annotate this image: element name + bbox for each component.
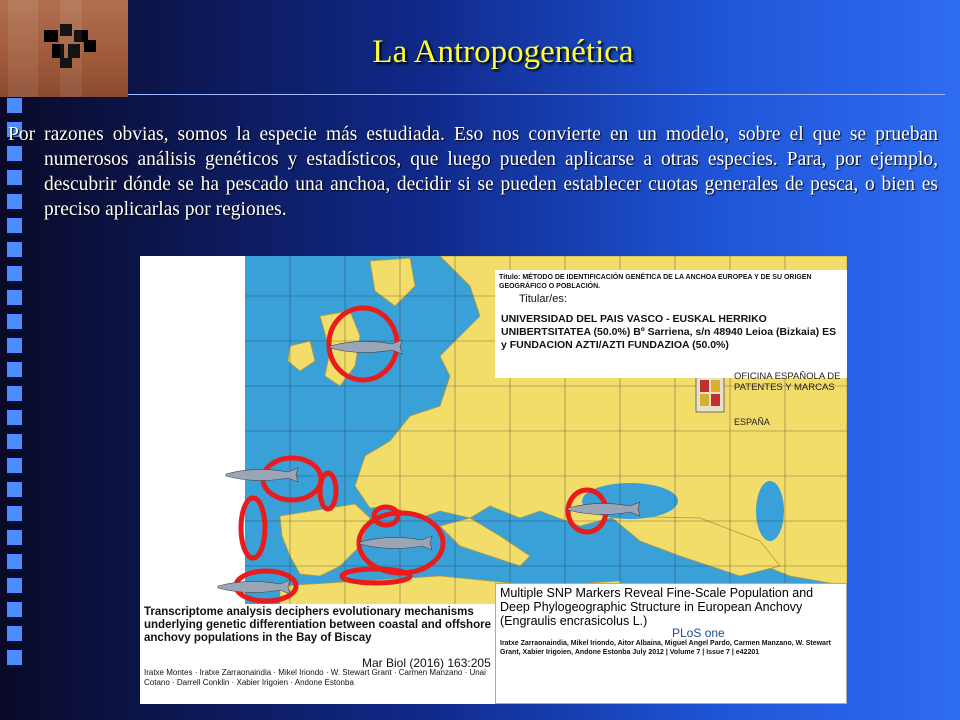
strip-square: [7, 266, 22, 281]
strip-square: [7, 362, 22, 377]
strip-square: [7, 482, 22, 497]
patent-title: Título: MÉTODO DE IDENTIFICACIÓN GENÉTICA DE LA ANCHOA EUROPEA Y DE SU ORIGEN GEOGRÁFICO O POBLACIÓN.: [499, 274, 812, 290]
strip-square: [7, 410, 22, 425]
paper-marbiol-authors: Iratxe Montes · Iratxe Zarraonaindia · Mikel Iriondo · W. Stewart Grant · Carmen Manzano · Unai Cotano · Darrell Conklin · Xabier Irigoien · Andone Estonba: [144, 668, 486, 687]
strip-square: [7, 530, 22, 545]
patent-holder-label: Titular/es:: [519, 293, 567, 305]
body-paragraph: Por razones obvias, somos la especie más estudiada. Eso nos convierte en un modelo, sobre el que se prueban numerosos análisis genéticos y estadísticos, que luego pueden aplicarse a otras especies. Para, por ejemplo, descubrir dónde se ha pescado una anchoa, decidir si se pueden establecer cuotas generales de pesca, o bien es preciso aplicarlas por regiones.: [8, 124, 938, 220]
strip-square: [7, 602, 22, 617]
strip-square: [7, 554, 22, 569]
title-divider: [128, 94, 945, 95]
strip-square: [7, 338, 22, 353]
strip-square: [7, 314, 22, 329]
paper-marbiol-title: Transcriptome analysis deciphers evolutionary mechanisms underlying genetic differentiation between coastal and offshore anchovy populations in the Bay of Biscay: [144, 606, 491, 644]
patent-holders: UNIVERSIDAD DEL PAIS VASCO - EUSKAL HERRIKO UNIBERTSITATEA (50.0%) Bº Sarriena, s/n 48940 Leioa (Bizkaia) ES y FUNDACION AZTI/AZTI FUNDAZIOA (50.0%): [501, 313, 837, 351]
paper-plosone: [495, 583, 847, 704]
anchovy-map-figure: [140, 256, 847, 704]
strip-square: [7, 386, 22, 401]
strip-square: [7, 242, 22, 257]
strip-square: [7, 578, 22, 593]
strip-square: [7, 506, 22, 521]
paper-plosone-authors: Iratxe Zarraonaindia, Mikel Iriondo, Aitor Albaina, Miguel Angel Pardo, Carmen Manzano, W. Stewart Grant, Xabier Irigoien, Andone Estonba July 2012 | Volume 7 | Issue 7 | e42201: [500, 640, 831, 656]
paper-marbiol-journal: Mar Biol (2016) 163:205: [362, 656, 491, 670]
paper-marbiol: [140, 604, 498, 704]
strip-square: [7, 626, 22, 641]
paper-plosone-title: Multiple SNP Markers Reveal Fine-Scale Population and Deep Phylogeographic Structure in European Anchovy (Engraulis encrasicolus L.): [500, 586, 814, 628]
patent-office: OFICINA ESPAÑOLA DE PATENTES Y MARCAS: [734, 371, 841, 393]
strip-square: [7, 98, 22, 113]
strip-square: [7, 290, 22, 305]
patent-box: [495, 270, 847, 378]
plos-one-logo: PLoS one: [672, 626, 725, 640]
patent-country: ESPAÑA: [734, 417, 770, 427]
coat-of-arms-icon: [696, 376, 724, 412]
strip-square: [7, 650, 22, 665]
strip-square: [7, 434, 22, 449]
slide-title: La Antropogenética: [372, 34, 634, 70]
strip-square: [7, 458, 22, 473]
